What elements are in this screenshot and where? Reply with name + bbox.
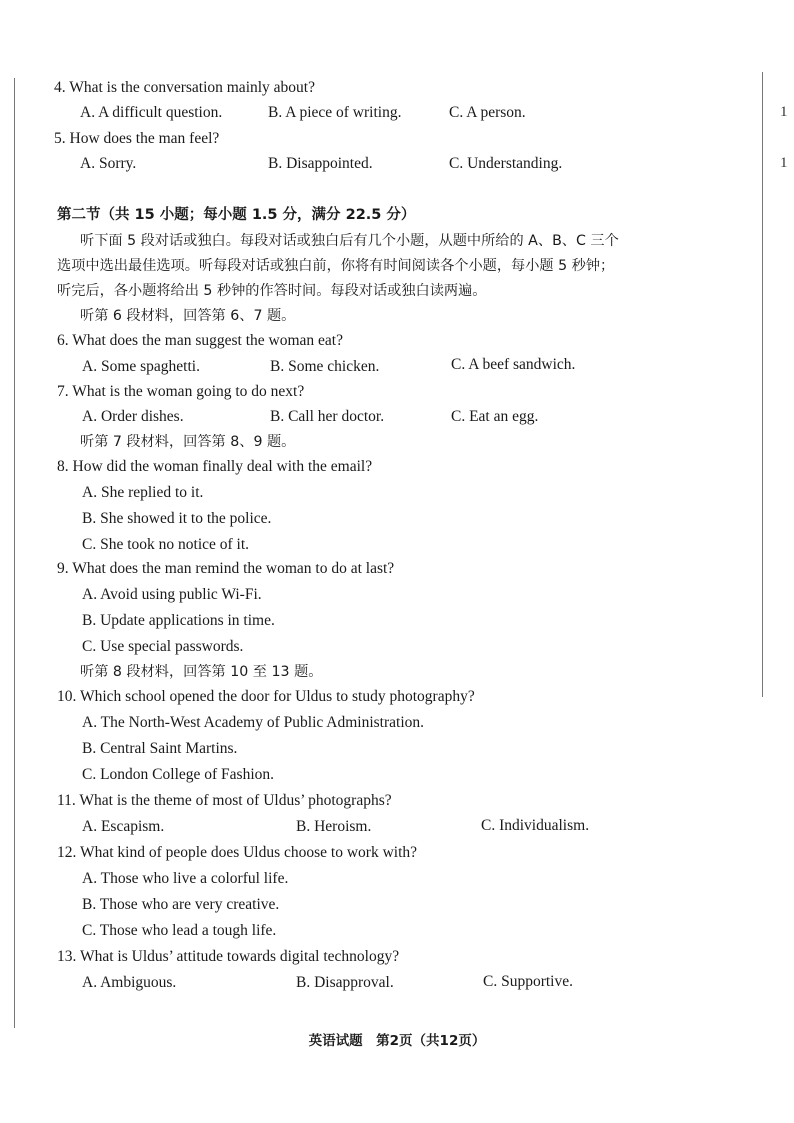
page-footer: 英语试题 第2页（共12页） bbox=[308, 1033, 486, 1049]
q12-option-b: B. Those who are very creative. bbox=[82, 896, 280, 913]
q11-option-b: B. Heroism. bbox=[296, 818, 372, 835]
q12-option-c: C. Those who lead a tough life. bbox=[82, 922, 277, 939]
edge-mark: 1 bbox=[780, 104, 788, 120]
q11-option-a: A. Escapism. bbox=[82, 818, 165, 835]
q8-option-c: C. She took no notice of it. bbox=[82, 536, 250, 553]
question-8: 8. How did the woman finally deal with the email? bbox=[57, 458, 373, 475]
q6-option-a: A. Some spaghetti. bbox=[82, 358, 200, 375]
question-5: 5. How does the man feel? bbox=[54, 130, 220, 147]
question-10: 10. Which school opened the door for Uldus to study photography? bbox=[57, 688, 475, 705]
question-6: 6. What does the man suggest the woman eat? bbox=[57, 332, 343, 349]
q6-option-b: B. Some chicken. bbox=[270, 358, 380, 375]
listening-note-7: 听第 7 段材料，回答第 8、9 题。 bbox=[80, 434, 296, 450]
instruction-line: 听完后，各小题将给出 5 秒钟的作答时间。每段对话或独白读两遍。 bbox=[57, 283, 487, 299]
listening-note-6: 听第 6 段材料，回答第 6、7 题。 bbox=[80, 308, 296, 324]
q9-option-c: C. Use special passwords. bbox=[82, 638, 244, 655]
instruction-line: 选项中选出最佳选项。听每段对话或独白前，你将有时间阅读各个小题，每小题 5 秒钟； bbox=[57, 258, 615, 274]
q6-option-c: C. A beef sandwich. bbox=[451, 356, 576, 373]
q9-option-b: B. Update applications in time. bbox=[82, 612, 275, 629]
q13-option-c: C. Supportive. bbox=[483, 973, 573, 990]
q4-option-b: B. A piece of writing. bbox=[268, 104, 402, 121]
q7-option-a: A. Order dishes. bbox=[82, 408, 184, 425]
q8-option-b: B. She showed it to the police. bbox=[82, 510, 272, 527]
q7-option-c: C. Eat an egg. bbox=[451, 408, 539, 425]
q9-option-a: A. Avoid using public Wi-Fi. bbox=[82, 586, 262, 603]
listening-note-8: 听第 8 段材料，回答第 10 至 13 题。 bbox=[80, 664, 323, 680]
q10-option-c: C. London College of Fashion. bbox=[82, 766, 275, 783]
question-9: 9. What does the man remind the woman to do at last? bbox=[57, 560, 395, 577]
right-margin-rule bbox=[762, 72, 763, 697]
q10-option-b: B. Central Saint Martins. bbox=[82, 740, 238, 757]
q10-option-a: A. The North-West Academy of Public Administration. bbox=[82, 714, 424, 731]
q12-option-a: A. Those who live a colorful life. bbox=[82, 870, 289, 887]
question-11: 11. What is the theme of most of Uldus’ photographs? bbox=[57, 792, 392, 809]
question-12: 12. What kind of people does Uldus choose to work with? bbox=[57, 844, 418, 861]
instruction-line: 听下面 5 段对话或独白。每段对话或独白后有几个小题，从题中所给的 A、B、C 三个 bbox=[80, 233, 619, 249]
section-heading: 第二节（共 15 小题；每小题 1.5 分，满分 22.5 分） bbox=[57, 207, 416, 223]
q5-option-a: A. Sorry. bbox=[80, 155, 137, 172]
q8-option-a: A. She replied to it. bbox=[82, 484, 204, 501]
question-7: 7. What is the woman going to do next? bbox=[57, 383, 305, 400]
q4-option-c: C. A person. bbox=[449, 104, 526, 121]
q5-option-c: C. Understanding. bbox=[449, 155, 563, 172]
left-margin-rule bbox=[14, 78, 15, 1028]
question-4: 4. What is the conversation mainly about? bbox=[54, 79, 315, 96]
question-13: 13. What is Uldus’ attitude towards digital technology? bbox=[57, 948, 400, 965]
q4-option-a: A. A difficult question. bbox=[80, 104, 223, 121]
q7-option-b: B. Call her doctor. bbox=[270, 408, 385, 425]
q13-option-b: B. Disapproval. bbox=[296, 974, 394, 991]
q5-option-b: B. Disappointed. bbox=[268, 155, 373, 172]
edge-mark: 1 bbox=[780, 155, 788, 171]
q11-option-c: C. Individualism. bbox=[481, 817, 590, 834]
q13-option-a: A. Ambiguous. bbox=[82, 974, 177, 991]
